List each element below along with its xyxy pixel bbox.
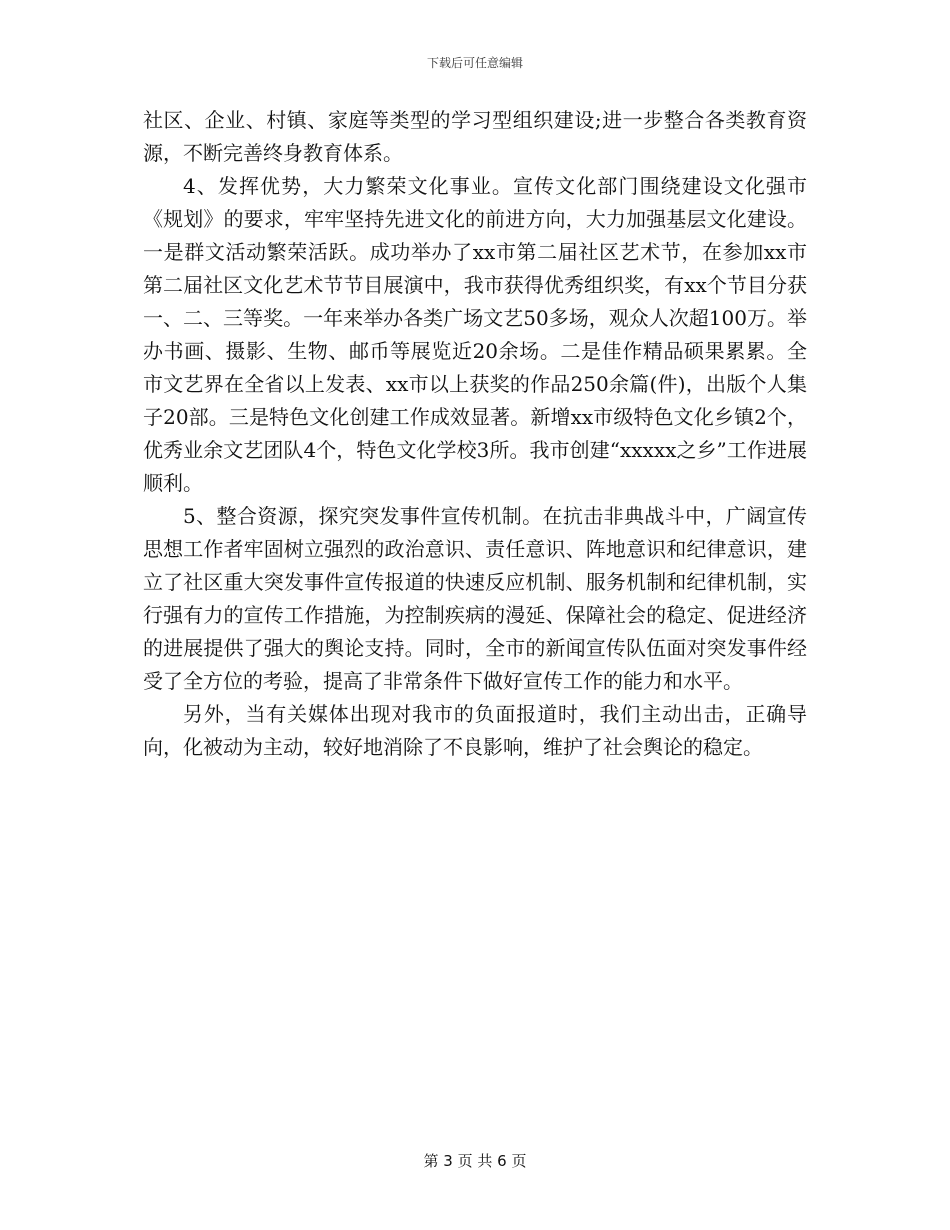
page-number: 第 3 页 共 6 页	[423, 1152, 527, 1170]
document-body	[143, 104, 807, 764]
paragraph-emergency-publicity: 5、整合资源，探究突发事件宣传机制。在抗击非典战斗中，广阔宣传思想工作者牢固树立强烈的政治意识、责任意识、阵地意识和纪律意识，建立了社区重大突发事件宣传报道的快速反应机制、服务机制和纪律机制，实行强有力的宣传工作措施，为控制疾病的漫延、保障社会的稳定、促进经济的进展提供了强大的舆论支持。同时，全市的新闻宣传队伍面对突发事件经受了全方位的考验，提高了非常条件下做好宣传工作的能力和水平。	[143, 504, 807, 693]
paragraph-culture: 4、发挥优势，大力繁荣文化事业。宣传文化部门围绕建设文化强市《规划》的要求，牢牢坚持先进文化的前进方向，大力加强基层文化建设。一是群文活动繁荣活跃。成功举办了xx市第二届社区艺术节，在参加xx市第二届社区文化艺术节节目展演中，我市获得优秀组织奖，有xx个节目分获一、二、三等奖。一年来举办各类广场文艺50多场，观众人次超100万。举办书画、摄影、生物、邮币等展览近20余场。二是佳作精品硕果累累。全市文艺界在全省以上发表、xx市以上获奖的作品250余篇(件)，出版个人集子20部。三是特色文化创建工作成效显著。新增xx市级特色文化乡镇2个，优秀业余文艺团队4个，特色文化学校3所。我市创建“xxxxx之乡”工作进展顺利。	[143, 174, 807, 495]
paragraph-media-response: 另外，当有关媒体出现对我市的负面报道时，我们主动出击，正确导向，化被动为主动，较好地消除了不良影响，维护了社会舆论的稳定。	[143, 702, 807, 759]
page-header: 下载后可任意编辑	[426, 56, 523, 70]
paragraph-continuation: 社区、企业、村镇、家庭等类型的学习型组织建设;进一步整合各类教育资源，不断完善终身教育体系。	[143, 108, 807, 165]
